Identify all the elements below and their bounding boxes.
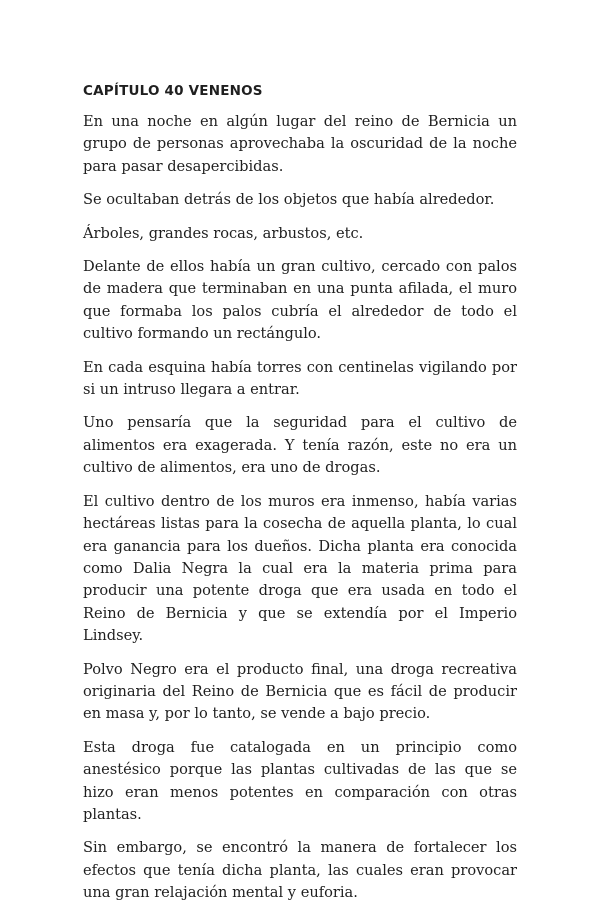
- paragraph: En cada esquina había torres con centinelas vigilando por si un intruso llegara a entrar.: [83, 358, 517, 399]
- paragraph: Árboles, grandes rocas, arbustos, etc.: [83, 224, 364, 242]
- paragraph: Polvo Negro era el producto final, una droga recreativa originaria del Reino de Bernicia que es fácil de producir en masa y, por lo tanto, se vende a bajo precio.: [83, 660, 517, 723]
- paragraph: Uno pensaría que la seguridad para el cultivo de alimentos era exagerada. Y tenía razón, este no era un cultivo de alimentos, era uno de drogas.: [83, 414, 517, 477]
- paragraph: Sin embargo, se encontró la manera de fortalecer los efectos que tenía dicha planta, las cuales eran provocar una gran relajación mental y euforia.: [83, 839, 517, 902]
- paragraph: Se ocultaban detrás de los objetos que había alrededor.: [83, 191, 495, 209]
- paragraph: Delante de ellos había un gran cultivo, cercado con palos de madera que terminaban en una punta afilada, el muro que formaba los palos cubría el alrededor de todo el cultivo formando un rectángulo.: [83, 258, 517, 343]
- chapter-title: CAPÍTULO 40 VENENOS: [83, 83, 263, 99]
- paragraph: El cultivo dentro de los muros era inmenso, había varias hectáreas listas para la cosecha de aquella planta, lo cual era ganancia para los dueños. Dicha planta era conocida como Dalia Negra la cual era la materia prima para producir una potente droga que era usada en todo el Reino de Bernicia y que se extendía por el Imperio Lindsey.: [83, 492, 517, 645]
- paragraph: Esta droga fue catalogada en un principio como anestésico porque las plantas cultivadas de las que se hizo eran menos potentes en comparación con otras plantas.: [83, 738, 517, 823]
- paragraph: En una noche en algún lugar del reino de Bernicia un grupo de personas aprovechaba la oscuridad de la noche para pasar desapercibidas.: [83, 113, 517, 175]
